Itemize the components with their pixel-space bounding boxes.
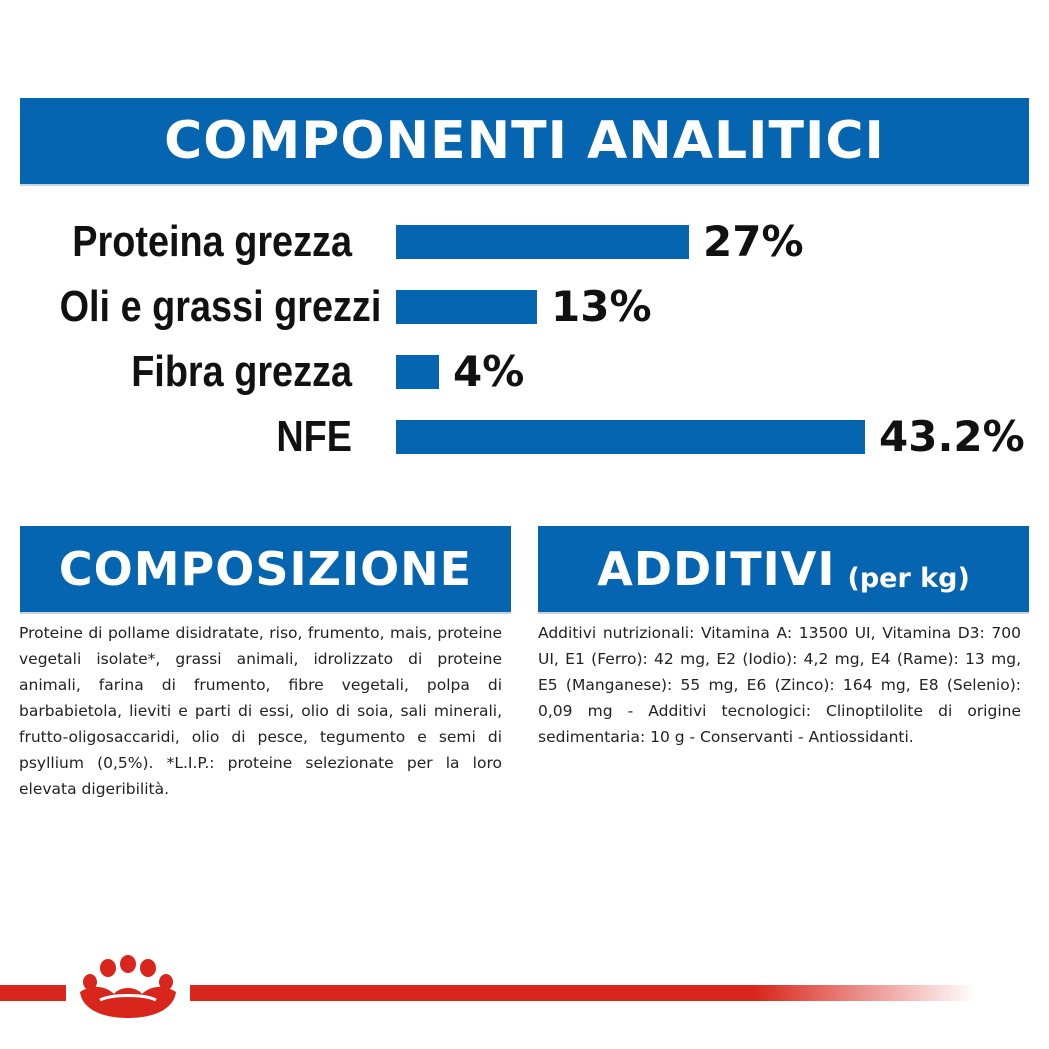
- analitici-title: COMPONENTI ANALITICI: [164, 111, 885, 171]
- category-label-proteina-grezza: Proteina grezza: [72, 217, 352, 266]
- additivi-text: Additivi nutrizionali: Vitamina A: 13500 UI, Vitamina D3: 700 UI, E1 (Ferro): 42 mg, E2 (Iodio): 4,2 mg, E4 (Rame): 13 mg, E5 (Manganese): 55 mg, E6 (Zinco): 164 mg, E8 (Selenio): 0,09 mg - Additivi tecnologici: Clinoptilolite di origine sedimentaria: 10 g - Conservanti - Antiossidanti.: [538, 624, 1021, 746]
- value-label-fibra-grezza: 4%: [453, 347, 525, 396]
- additivi-title: ADDITIVI: [597, 542, 836, 596]
- bar-fibra-grezza: [396, 355, 439, 389]
- value-label-proteina-grezza: 27%: [703, 217, 804, 266]
- analitici-banner: [20, 98, 1029, 184]
- composizione-text: Proteine di pollame disidratate, riso, frumento, mais, proteine vegetali isolate*, grassi animali, idrolizzato di proteine animali, farina di frumento, fibre vegetali, polpa di barbabietola, lieviti e parti di essi, olio di soia, sali minerali, frutto-oligosaccaridi, olio di pesce, tegumento e semi di psyllium (0,5%). *L.I.P.: proteine selezionate per la loro elevata digeribilità.: [19, 624, 502, 798]
- logo-area: [66, 952, 190, 1024]
- category-label-fibra-grezza: Fibra grezza: [131, 347, 352, 396]
- royal-canin-crown-icon: [66, 952, 190, 1024]
- additivi-title-suffix: (per kg): [847, 562, 970, 594]
- analitici-bar-chart: [0, 200, 1049, 480]
- additivi-banner: [538, 526, 1029, 612]
- category-label-nfe: NFE: [276, 412, 352, 461]
- value-label-oli-e-grassi-grezzi: 13%: [551, 282, 652, 331]
- bar-nfe: [396, 420, 865, 454]
- composizione-title: COMPOSIZIONE: [58, 542, 473, 596]
- composizione-banner: [20, 526, 511, 612]
- bar-proteina-grezza: [396, 225, 689, 259]
- bar-oli-e-grassi-grezzi: [396, 290, 537, 324]
- category-label-oli-e-grassi-grezzi: Oli e grassi grezzi: [59, 282, 382, 331]
- value-label-nfe: 43.2%: [879, 412, 1025, 461]
